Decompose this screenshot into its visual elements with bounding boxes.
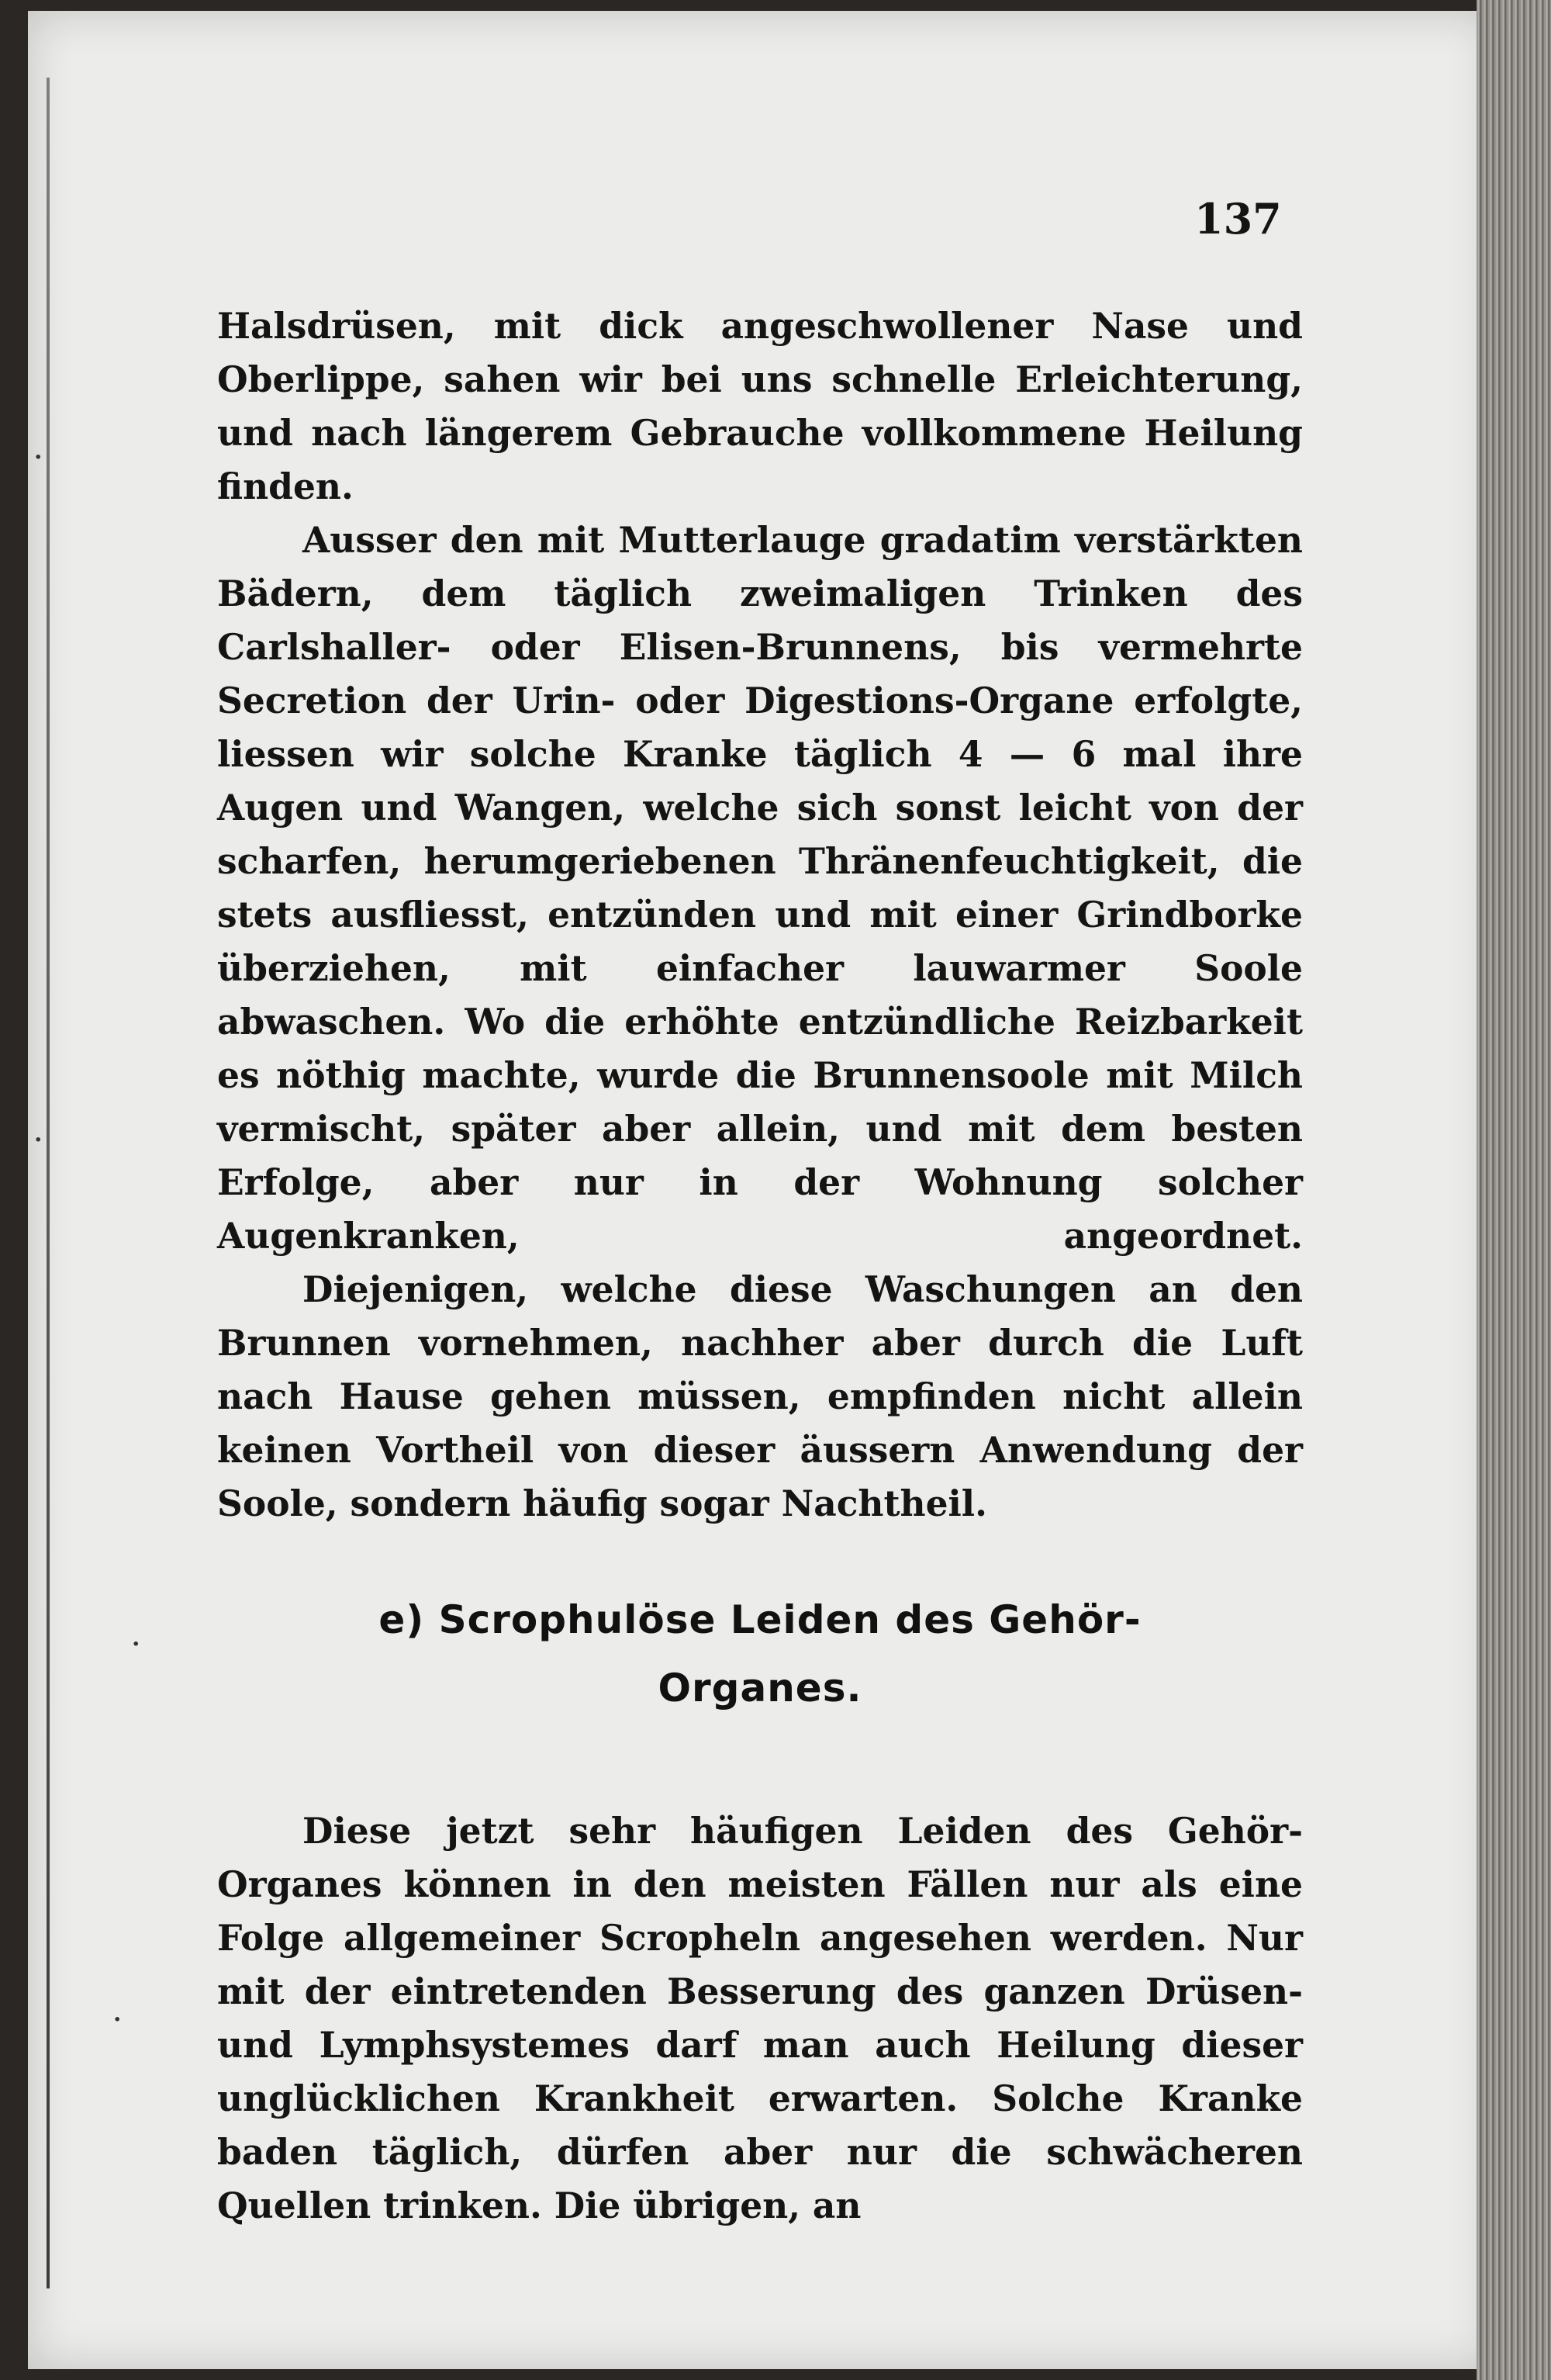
margin-mark: · (34, 444, 43, 471)
paragraph: Diejenigen, welche diese Waschungen an den Brunnen vornehmen, nachher aber durch die Luft nach Hause gehen müssen, empfinden nicht allein keinen Vortheil von dieser äussern Anwendung der Soole, sondern häufig sogar Nachtheil. (217, 1268, 1303, 1524)
binding-shadow (47, 78, 50, 2288)
section-heading-line: e) Scrophulöse Leiden des Gehör- (378, 1597, 1142, 1642)
body-text-bottom (217, 1804, 1303, 2233)
paragraph: Halsdrüsen, mit dick angeschwollener Nase und Oberlippe, sahen wir bei uns schnelle Erleichterung, und nach längerem Gebrauche vollkommene Heilung finden. (217, 305, 1303, 507)
margin-mark: · (132, 1631, 140, 1658)
body-text-top (217, 299, 1303, 1531)
page-number: 137 (1194, 194, 1282, 244)
paragraph: Ausser den mit Mutterlauge gradatim verstärkten Bädern, dem täglich zweimaligen Trinken des Carlshaller- oder Elisen-Brunnens, bis vermehrte Secretion der Urin- oder Digestions-Organe erfolgte, liessen wir solche Kranke täglich 4 — 6 mal ihre Augen und Wangen, welche sich sonst leicht von der scharfen, herumgeriebenen Thränenfeuchtigkeit, die stets ausfliesst, entzünden und mit einer Grindborke überziehen, mit einfacher lauwarmer Soole abwaschen. Wo die erhöhte entzündliche Reizbarkeit es nöthig machte, wurde die Brunnensoole mit Milch vermischt, später aber allein, und mit dem besten Erfolge, aber nur in der Wohnung solcher Augenkranken, angeordnet. (217, 519, 1303, 1257)
paragraph: Diese jetzt sehr häufigen Leiden des Gehör-Organes können in den meisten Fällen nur als eine Folge allgemeiner Scropheln angesehen werden. Nur mit der eintretenden Besserung des ganzen Drüsen- und Lymphsystemes darf man auch Heilung dieser unglücklichen Krankheit erwarten. Solche Kranke baden täglich, dürfen aber nur die schwächeren Quellen trinken. Die übrigen, an (217, 1810, 1303, 2226)
section-heading (217, 1586, 1303, 1722)
margin-mark: · (113, 2006, 122, 2033)
page-edge (1477, 0, 1551, 2380)
section-heading-line: Organes. (658, 1666, 862, 1711)
margin-mark: · (34, 1126, 43, 1154)
